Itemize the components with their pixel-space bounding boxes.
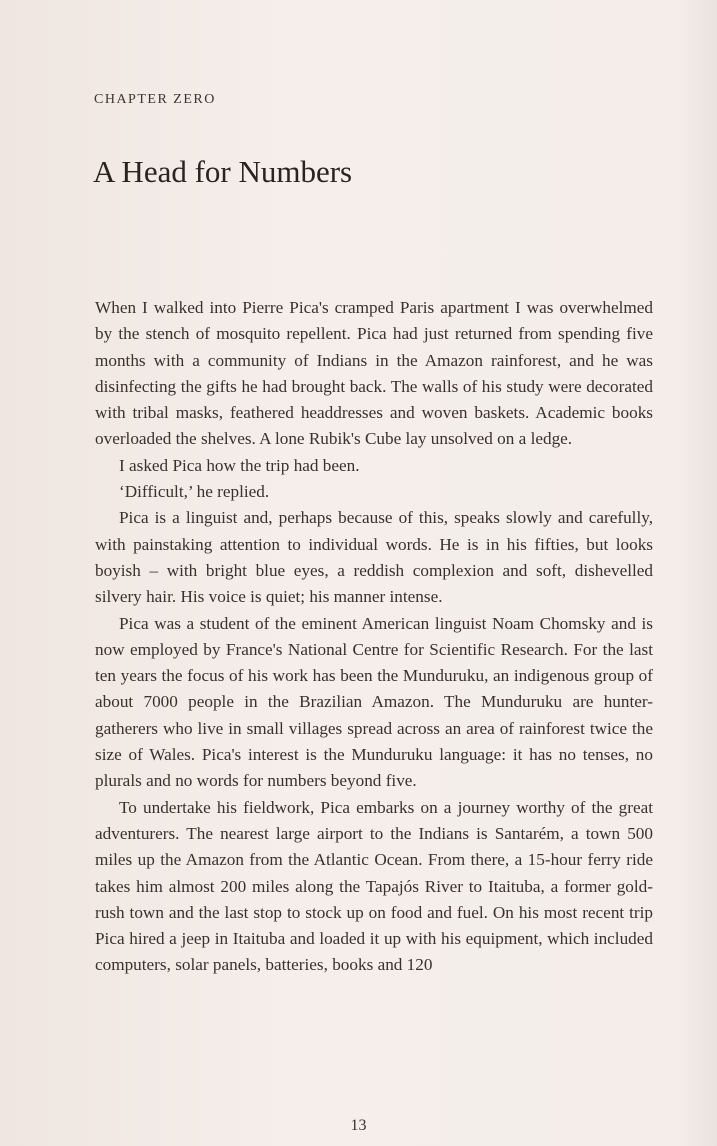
chapter-title: A Head for Numbers [93,154,353,189]
paragraph-1: When I walked into Pierre Pica's cramped Paris apartment I was overwhelmed by the stench of mosquito repellent. Pica had just returned from spending five months with a community of Indians in the Amazon rainforest, and he was disinfecting the gifts he had brought back. The walls of his study were decorated with tribal masks, feathered headdresses and woven baskets. Academic books overloaded the shelves. A lone Rubik's Cube lay unsolved on a ledge. [95,298,653,449]
page-edge-shadow [677,0,717,1146]
paragraph-5: Pica was a student of the eminent American linguist Noam Chomsky and is now employed by France's National Centre for Scientific Research. For the last ten years the focus of his work has been the Munduruku, an indigenous group of about 7000 people in the Brazilian Amazon. The Munduruku are hunter-gatherers who live in small villages spread across an area of rainforest twice the size of Wales. Pica's interest is the Munduruku language: it has no tenses, no plurals and no words for numbers beyond five. [95,613,653,791]
chapter-label: CHAPTER ZERO [94,92,216,107]
paragraph-2: I asked Pica how the trip had been. [119,455,360,475]
paragraph-4: Pica is a linguist and, perhaps because of this, speaks slowly and carefully, with painstaking attention to individual words. He is in his fifties, but looks boyish – with bright blue eyes, a reddish complexion and soft, dishevelled silvery hair. His voice is quiet; his manner intense. [95,508,653,607]
page-number: 13 [350,1117,367,1134]
body-text [95,295,653,979]
paragraph-6: To undertake his fieldwork, Pica embarks on a journey worthy of the great adventurers. The nearest large airport to the Indians is Santarém, a town 500 miles up the Amazon from the Atlantic Ocean. From there, a 15-hour ferry ride takes him almost 200 miles along the Tapajós River to Itaituba, a former gold-rush town and the last stop to stock up on food and fuel. On his most recent trip Pica hired a jeep in Itaituba and loaded it up with his equipment, which included computers, solar panels, batteries, books and 120 [95,797,653,975]
paragraph-3: ‘Difficult,’ he replied. [119,482,270,502]
